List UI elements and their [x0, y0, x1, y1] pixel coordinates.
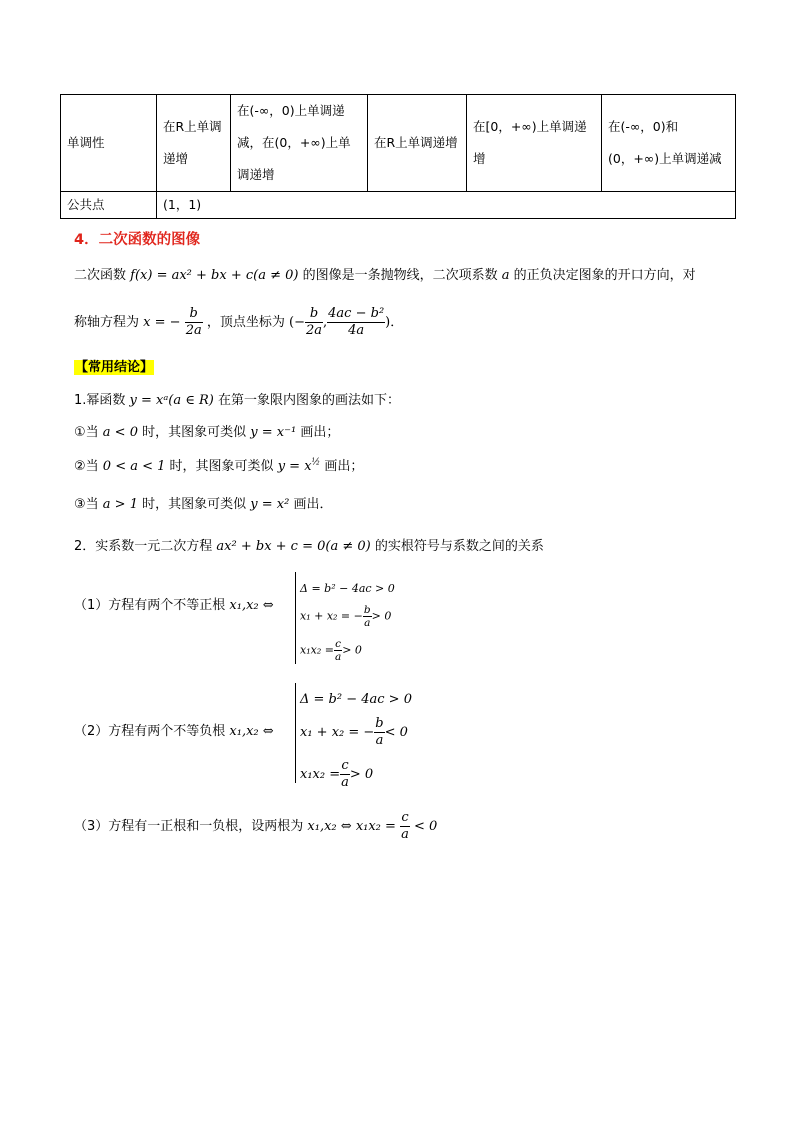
fraction: [340, 758, 350, 791]
formula: ax² + bx + c = 0(a ≠ 0): [216, 539, 371, 554]
system-equation: [300, 716, 408, 749]
text: 画出；: [324, 459, 364, 474]
text: 时，其图象可类似: [169, 459, 274, 474]
text: 时，其图象可类似: [142, 497, 247, 512]
fraction: [185, 306, 203, 339]
numerator: b: [363, 604, 371, 616]
formula: x₁,x₂ ⇔: [307, 819, 352, 834]
denominator: a: [401, 827, 409, 842]
text: （2）方程有两个不等负根: [74, 724, 226, 739]
text: 2．实系数一元二次方程: [74, 539, 213, 554]
text: 二次函数: [74, 268, 127, 283]
case-line: [74, 421, 339, 440]
formula: a < 0: [102, 425, 138, 440]
text: （1）方程有两个不等正根: [74, 598, 226, 613]
table-cell-label: 公共点: [61, 192, 157, 219]
condition-label: [74, 810, 437, 844]
numerator: b: [309, 306, 319, 321]
table-row-monotonicity: [61, 95, 736, 192]
numerator: c: [341, 758, 349, 773]
highlight-label: 【常用结论】: [75, 360, 154, 375]
text: 1.幂函数: [74, 393, 126, 408]
formula: x₁,x₂ ⇔: [229, 724, 274, 739]
table-cell: 在[0，+∞)上单调递增: [467, 95, 602, 192]
formula: x₁x₂ =: [300, 643, 334, 657]
formula: x₁x₂ =: [300, 767, 341, 782]
text: 时，其图象可类似: [142, 425, 247, 440]
table-cell: 在R上单调递增: [368, 95, 467, 192]
case-line: [74, 493, 332, 512]
fraction: [327, 306, 385, 339]
system-equation: Δ = b² − 4ac > 0: [300, 582, 395, 595]
formula: f(x) = ax² + bx + c(a ≠ 0): [130, 268, 299, 283]
denominator: a: [364, 617, 371, 629]
paragraph-line: [74, 264, 696, 283]
formula: > 0: [349, 767, 374, 782]
formula: y = xᵃ(a ∈ R): [129, 393, 214, 408]
text: 的正负决定图象的开口方向，对: [513, 268, 696, 283]
table-cell: 在(-∞，0)上单调递减，在(0，+∞)上单调递增: [231, 95, 368, 192]
system-equation: [300, 638, 362, 663]
formula: > 0: [342, 643, 362, 657]
denominator: 2a: [305, 323, 323, 338]
system-equation: [300, 604, 391, 629]
text: （3）方程有一正根和一负根，设两根为: [74, 819, 304, 834]
table-cell: 在(-∞，0)和(0，+∞)上单调递减: [602, 95, 736, 192]
text: 在第一象限内图象的画法如下：: [217, 393, 400, 408]
table-cell: 在R上单调递增: [157, 95, 231, 192]
system-equation: [300, 758, 373, 791]
formula: x₁x₂ =: [355, 819, 396, 834]
fraction: [363, 604, 372, 629]
text: 的图像是一条抛物线，二次项系数: [302, 268, 498, 283]
formula: < 0: [413, 819, 438, 834]
formula-base: y = x: [277, 459, 312, 474]
formula: 0 < a < 1: [102, 459, 166, 474]
numerator: c: [401, 810, 409, 825]
text: 画出；: [300, 425, 340, 440]
fraction: [400, 810, 410, 843]
table-cell: (1，1): [157, 192, 736, 219]
numerator: 4ac − b²: [328, 306, 385, 321]
formula: x₁,x₂ ⇔: [229, 598, 274, 613]
formula: )．: [385, 315, 404, 330]
formula: < 0: [384, 725, 408, 740]
numerator: b: [189, 306, 198, 321]
fraction: [374, 716, 384, 749]
numerator: b: [375, 716, 384, 731]
denominator: a: [375, 733, 384, 748]
text: 称轴方程为: [74, 315, 140, 330]
formula-exponent: ½: [311, 457, 321, 468]
denominator: 4a: [327, 322, 385, 339]
formula: y = x²: [250, 497, 290, 512]
denominator: 2a: [185, 323, 202, 338]
fraction: [334, 638, 342, 663]
denominator: a: [341, 775, 349, 790]
formula: (−: [289, 315, 305, 330]
formula: a: [501, 268, 510, 283]
formula: x₁ + x₂ = −: [300, 609, 363, 623]
text: ③当: [74, 497, 99, 512]
numerator: c: [335, 638, 342, 650]
system-equation: Δ = b² − 4ac > 0: [300, 692, 412, 707]
case-line: [74, 455, 363, 474]
formula: x = −: [143, 315, 181, 330]
condition-label: [74, 594, 274, 613]
paragraph-line: [74, 306, 403, 340]
section-title: 4．二次函数的图像: [74, 232, 201, 248]
fraction: [305, 306, 323, 339]
table-row-common-point: [61, 192, 736, 219]
table-cell-label: 单调性: [61, 95, 157, 192]
formula: [278, 459, 321, 474]
denominator: a: [334, 651, 342, 663]
formula: ,: [323, 315, 328, 330]
power-function-properties-table: [60, 94, 736, 219]
text: 的实根符号与系数之间的关系: [374, 539, 544, 554]
condition-label: [74, 720, 274, 739]
text: ①当: [74, 425, 99, 440]
formula: > 0: [371, 609, 392, 623]
paragraph-line: [74, 535, 544, 554]
text: ②当: [74, 459, 99, 474]
system-brace: [295, 683, 296, 783]
paragraph-line: [74, 389, 400, 408]
text: 画出．: [293, 497, 333, 512]
formula: x₁ + x₂ = −: [300, 725, 375, 740]
text: ，顶点坐标为: [206, 315, 285, 330]
formula: y = x⁻¹: [250, 425, 297, 440]
system-brace: [295, 572, 296, 664]
formula: a > 1: [102, 497, 138, 512]
conclusions-label: [74, 356, 154, 375]
